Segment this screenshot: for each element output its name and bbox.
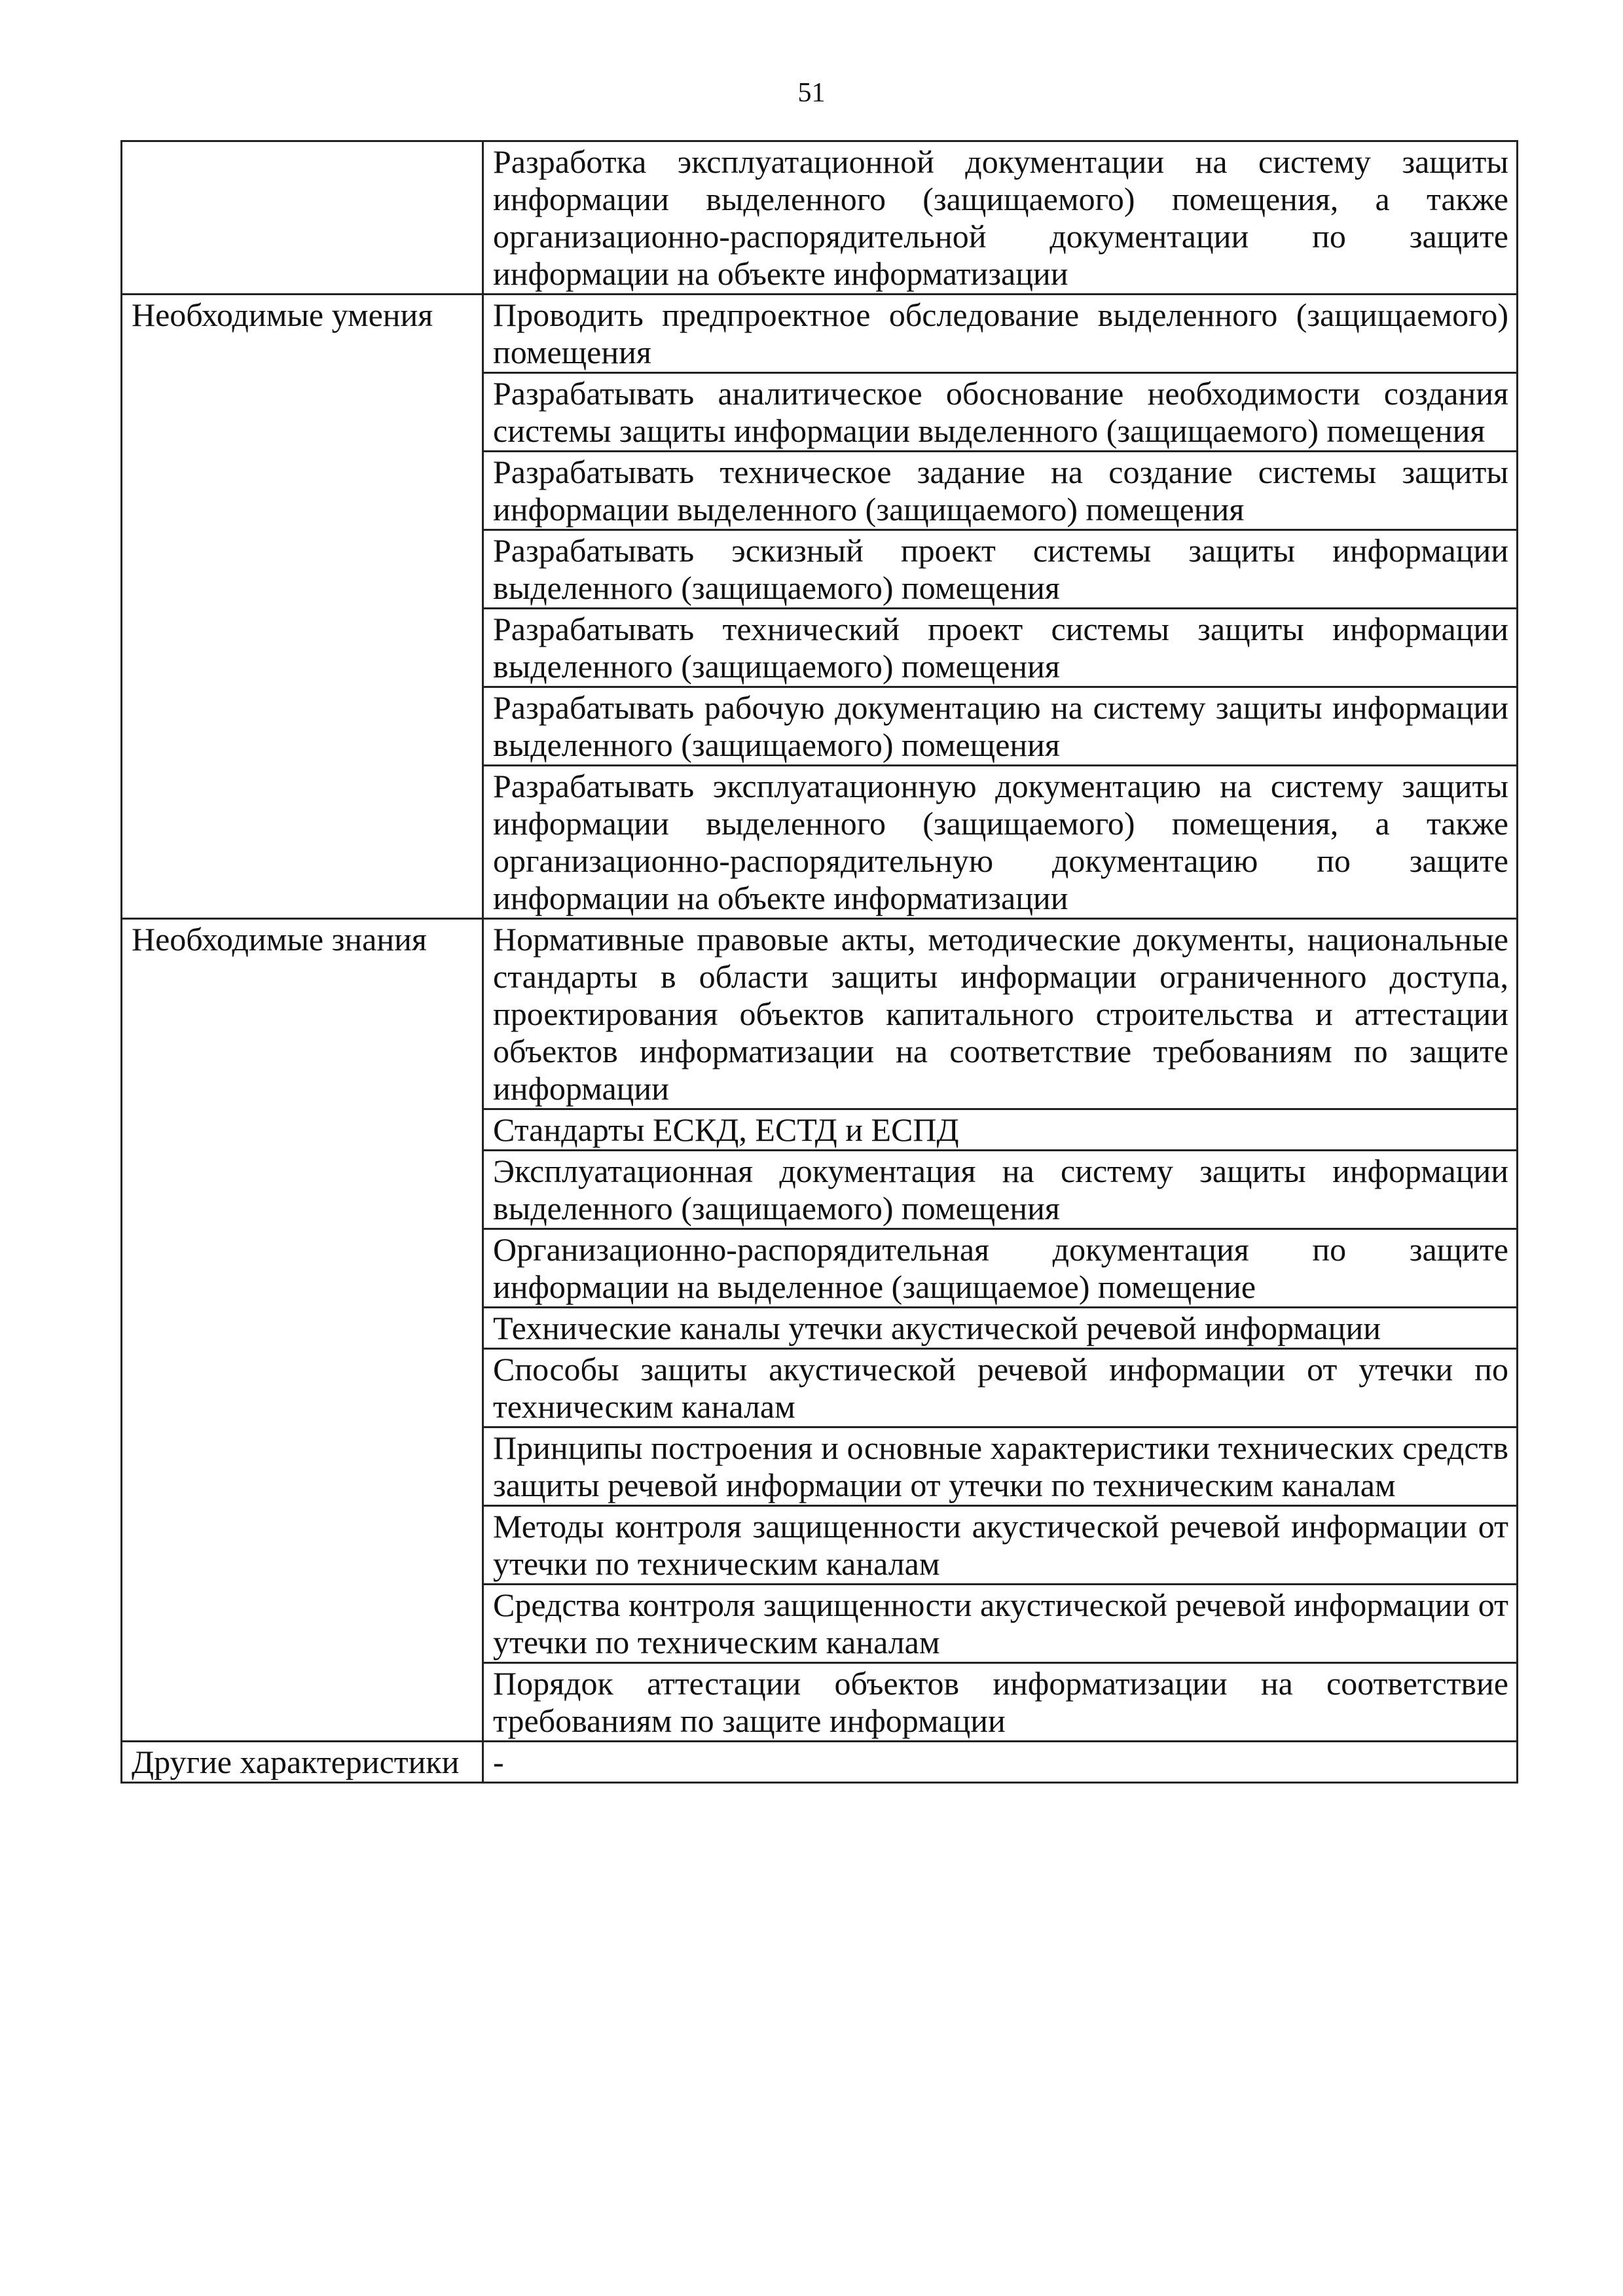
table-cell: Нормативные правовые акты, методические документы, национальные стандарты в области защиты информации ограниченного доступа, проектирования объектов капитального строительства и аттестации объектов информатизации на соответствие требованиям по защите информации bbox=[483, 919, 1518, 1109]
characteristics-table bbox=[120, 140, 1518, 1784]
table-cell: Разрабатывать технический проект системы защиты информации выделенного (защищаемого) помещения bbox=[483, 609, 1518, 687]
table-cell: Эксплуатационная документация на систему защиты информации выделенного (защищаемого) помещения bbox=[483, 1151, 1518, 1229]
table-row bbox=[122, 141, 1518, 295]
table-row bbox=[122, 295, 1518, 373]
table-cell: Принципы построения и основные характеристики технических средств защиты речевой информации от утечки по техническим каналам bbox=[483, 1427, 1518, 1506]
table-cell: Разработка эксплуатационной документации на систему защиты информации выделенного (защищаемого) помещения, а также организационно-распорядительной документации по защите информации на объекте информатизации bbox=[483, 141, 1518, 295]
table-cell: - bbox=[483, 1742, 1518, 1783]
table-row bbox=[122, 919, 1518, 1109]
row-label-empty bbox=[122, 141, 483, 295]
table-cell: Порядок аттестации объектов информатизации на соответствие требованиям по защите информации bbox=[483, 1663, 1518, 1742]
row-label-skills: Необходимые умения bbox=[122, 295, 483, 919]
table-cell: Технические каналы утечки акустической речевой информации bbox=[483, 1308, 1518, 1349]
row-label-other: Другие характеристики bbox=[122, 1742, 483, 1783]
table-cell: Разрабатывать аналитическое обоснование необходимости создания системы защиты информации выделенного (защищаемого) помещения bbox=[483, 373, 1518, 452]
table-cell: Организационно-распорядительная документация по защите информации на выделенное (защищаемое) помещение bbox=[483, 1229, 1518, 1308]
table-cell: Проводить предпроектное обследование выделенного (защищаемого) помещения bbox=[483, 295, 1518, 373]
table-cell: Методы контроля защищенности акустической речевой информации от утечки по техническим каналам bbox=[483, 1506, 1518, 1585]
table-cell: Способы защиты акустической речевой информации от утечки по техническим каналам bbox=[483, 1349, 1518, 1427]
table-cell: Разрабатывать эксплуатационную документацию на систему защиты информации выделенного (защищаемого) помещения, а также организационно-распорядительную документацию по защите информации на объекте информатизации bbox=[483, 766, 1518, 919]
table-cell: Стандарты ЕСКД, ЕСТД и ЕСПД bbox=[483, 1109, 1518, 1151]
table-cell: Разрабатывать техническое задание на создание системы защиты информации выделенного (защищаемого) помещения bbox=[483, 452, 1518, 530]
table-cell: Средства контроля защищенности акустической речевой информации от утечки по техническим каналам bbox=[483, 1585, 1518, 1663]
table-row bbox=[122, 1742, 1518, 1783]
page-number: 51 bbox=[797, 78, 826, 108]
table-cell: Разрабатывать рабочую документацию на систему защиты информации выделенного (защищаемого) помещения bbox=[483, 687, 1518, 766]
table-cell: Разрабатывать эскизный проект системы защиты информации выделенного (защищаемого) помещения bbox=[483, 530, 1518, 609]
row-label-knowledge: Необходимые знания bbox=[122, 919, 483, 1742]
